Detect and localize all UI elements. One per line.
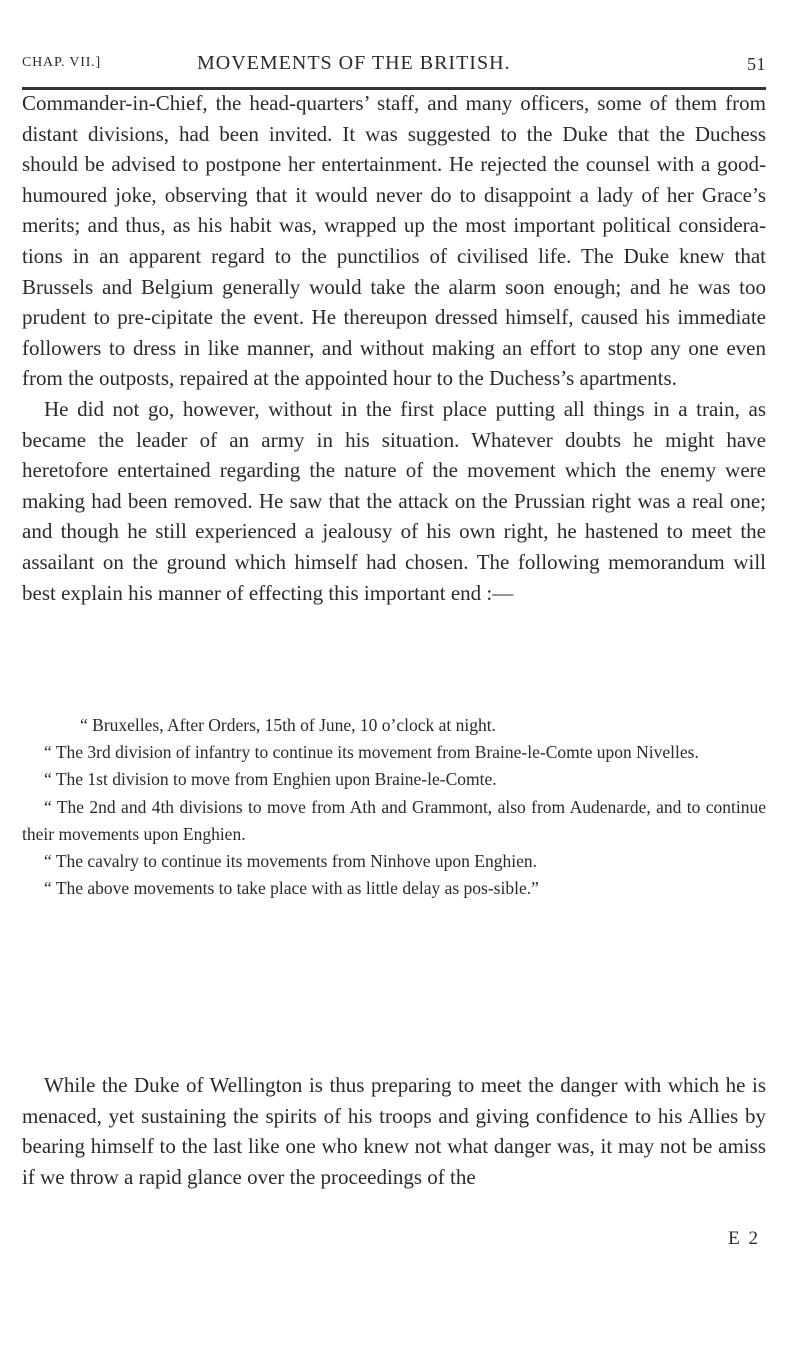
- paragraph-1: Commander-in-Chief, the head-quarters’ staff, and many officers, some of them from distant divisions, had been invited. It was suggested to the Duke that the Duchess should be advised to postpone her entertainment. He rejected the counsel with a good-humoured joke, observing that it would never do to disappoint a lady of her Grace’s merits; and thus, as his habit was, wrapped up the most important political considera-tions in an apparent regard to the punctilios of civilised life. The Duke knew that Brussels and Belgium generally would take the alarm soon enough; and he was too prudent to pre-cipitate the event. He thereupon dressed himself, caused his immediate followers to dress in like manner, and without making an effort to stop any one even from the outposts, repaired at the appointed hour to the Duchess’s apartments.: [22, 91, 766, 391]
- main-text: [22, 88, 766, 608]
- book-page: [22, 0, 766, 1362]
- running-title: MOVEMENTS OF THE BRITISH.: [197, 52, 511, 74]
- memorandum-item: “ The 2nd and 4th divisions to move from Ath and Grammont, also from Audenarde, and to continue their movements upon Enghien.: [22, 796, 766, 844]
- memorandum-item: “ The 1st division to move from Enghien upon Braine-le-Comte.: [44, 769, 497, 790]
- memorandum-item: “ The above movements to take place with as little delay as pos-sible.”: [44, 878, 539, 899]
- signature-mark: E 2: [728, 1228, 760, 1249]
- paragraph-3: While the Duke of Wellington is thus preparing to meet the danger with which he is menaced, yet sustaining the spirits of his troops and giving confidence to his Allies by bearing himself to the last like one who knew not what danger was, it may not be amiss if we throw a rapid glance over the proceedings of the: [22, 1073, 766, 1189]
- closing-text: [22, 1070, 766, 1192]
- memorandum-item: “ The cavalry to continue its movements from Ninhove upon Enghien.: [44, 851, 537, 872]
- memorandum-item: “ The 3rd division of infantry to continue its movement from Braine-le-Comte upon Nivelles.: [44, 742, 699, 763]
- running-head: [22, 52, 766, 82]
- memorandum-heading: “ Bruxelles, After Orders, 15th of June, 10 o’clock at night.: [80, 715, 497, 735]
- page-number: 51: [747, 54, 766, 74]
- paragraph-2: He did not go, however, without in the first place putting all things in a train, as became the leader of an army in his situation. Whatever doubts he might have heretofore entertained regarding the nature of the movement which the enemy were making had been removed. He saw that the attack on the Prussian right was a real one; and though he still experienced a jealousy of his own right, he hastened to meet the assailant on the ground which himself had chosen. The following memorandum will best explain his manner of effecting this important end :—: [22, 396, 766, 605]
- memorandum-block: [22, 712, 766, 902]
- chapter-label: CHAP. VII.]: [22, 55, 101, 70]
